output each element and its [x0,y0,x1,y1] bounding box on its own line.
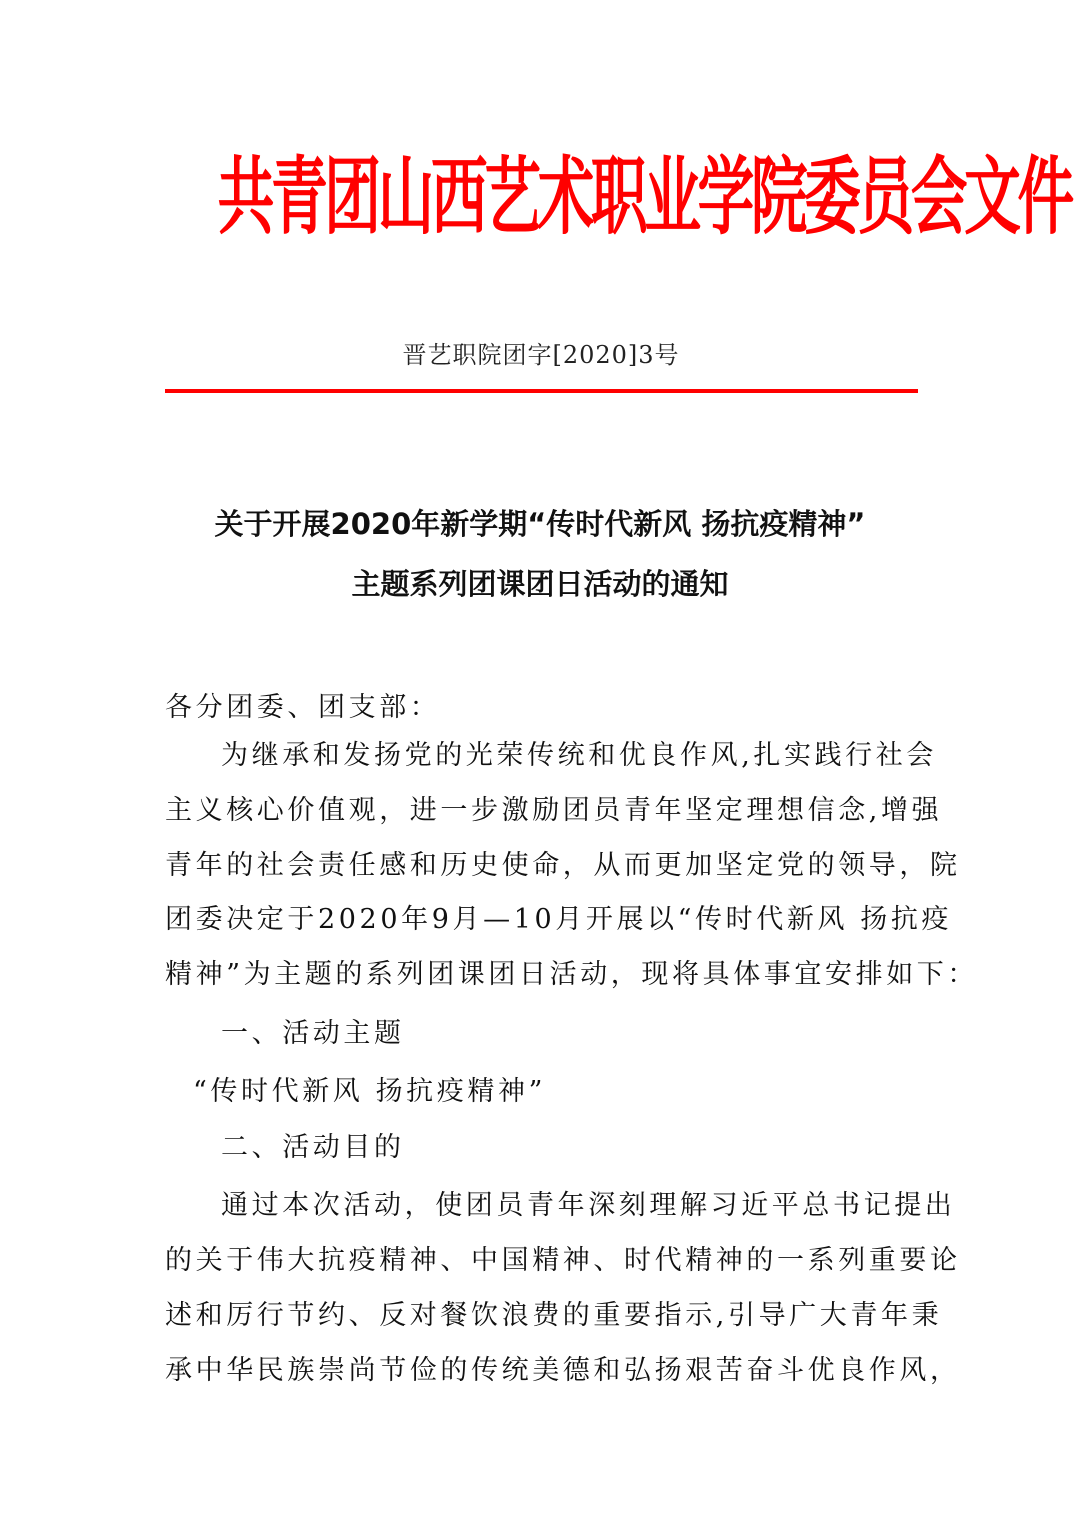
intro-paragraph-line: 团委决定于2020年9月—10月开展以“传时代新风 扬抗疫 [165,904,953,935]
issuer-header: 共青团山西艺术职业学院委员会文件 [217,148,1071,247]
intro-paragraph-line: 青年的社会责任感和历史使命，从而更加坚定党的领导，院 [165,850,961,881]
section-purpose-line: 的关于伟大抗疫精神、中国精神、时代精神的一系列重要论 [165,1245,961,1276]
red-divider-rule [165,389,918,393]
document-title-line-2: 主题系列团课团日活动的通知 [351,567,729,601]
section-purpose-line: 承中华民族崇尚节俭的传统美德和弘扬艰苦奋斗优良作风， [165,1355,961,1386]
salutation: 各分团委、团支部： [165,692,441,723]
section-heading-purpose: 二、活动目的 [221,1132,405,1163]
document-title-line-1: 关于开展2020年新学期“传时代新风 扬抗疫精神” [214,507,866,541]
document-number: 晋艺职院团字[2020]3号 [402,341,680,369]
section-heading-theme: 一、活动主题 [221,1018,405,1049]
intro-paragraph-line: 为继承和发扬党的光荣传统和优良作风,扎实践行社会 [221,740,937,771]
intro-paragraph-line: 主义核心价值观，进一步激励团员青年坚定理想信念,增强 [165,795,943,826]
intro-paragraph-line: 精神”为主题的系列团课团日活动，现将具体事宜安排如下： [165,959,979,990]
section-purpose-line: 述和厉行节约、反对餐饮浪费的重要指示,引导广大青年秉 [165,1300,943,1331]
section-purpose-line: 通过本次活动，使团员青年深刻理解习近平总书记提出 [221,1190,956,1221]
section-theme-content: “传时代新风 扬抗疫精神” [193,1076,546,1107]
